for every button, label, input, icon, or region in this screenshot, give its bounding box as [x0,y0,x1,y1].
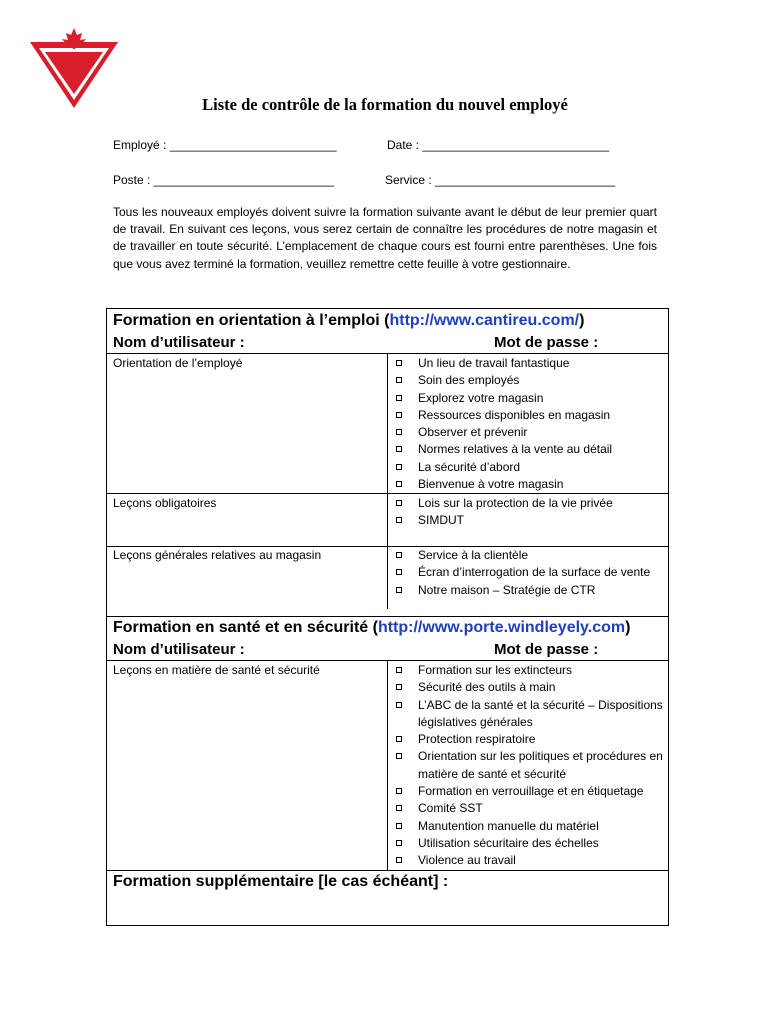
date-field[interactable]: Date : ____________________________ [387,138,610,152]
checkbox-icon[interactable] [396,587,402,593]
checklist-item[interactable]: La sécurité d’abord [393,459,668,476]
checklist-item[interactable]: SIMDUT [393,512,668,529]
checkbox-icon[interactable] [396,753,402,759]
section2-title: Formation en santé et en sécurité (http://www.porte.windleyely.com) [113,619,631,636]
checkbox-icon[interactable] [396,412,402,418]
checkbox-icon[interactable] [396,840,402,846]
category-label: Leçons obligatoires [113,496,217,510]
checkbox-icon[interactable] [396,360,402,366]
checklist-item[interactable]: Formation en verrouillage et en étiquetage [393,783,668,800]
section3-title: Formation supplémentaire [le cas échéant] : [113,873,449,890]
checkbox-icon[interactable] [396,552,402,558]
checkbox-icon[interactable] [396,429,402,435]
section1-title: Formation en orientation à l’emploi (http://www.cantireu.com/) [113,312,585,329]
checkbox-icon[interactable] [396,517,402,523]
checklist-item[interactable]: Ressources disponibles en magasin [393,407,668,424]
checkbox-icon[interactable] [396,377,402,383]
intro-paragraph: Tous les nouveaux employés doivent suivre la formation suivante avant le début de leur premier quart de travail. En suivant ces leçons, vous serez certain de connaître les procédures de notre magasin et de travailler en toute sécurité. L’emplacement de chaque cours est fourni entre parenthèses. Une fois que vous avez terminé la formation, veuillez remettre cette feuille à votre gestionnaire. [113,205,657,271]
checklist-item[interactable]: Service à la clientèle [393,547,668,564]
checklist-health-safety [393,662,680,870]
checklist-item[interactable]: Un lieu de travail fantastique [393,355,668,372]
checklist-item[interactable]: Notre maison – Stratégie de CTR [393,582,668,599]
checklist-item[interactable]: Écran d’interrogation de la surface de vente [393,564,668,581]
checkbox-icon[interactable] [396,481,402,487]
checklist-item[interactable]: Bienvenue à votre magasin [393,476,668,493]
checkbox-icon[interactable] [396,805,402,811]
section2-username-label: Nom d’utilisateur : [113,641,245,658]
checkbox-icon[interactable] [396,667,402,673]
checkbox-icon[interactable] [396,823,402,829]
checkbox-icon[interactable] [396,702,402,708]
checkbox-icon[interactable] [396,569,402,575]
checklist-item[interactable]: Comité SST [393,800,668,817]
checklist-item[interactable]: L’ABC de la santé et la sécurité – Dispositions législatives générales [393,697,668,732]
category-label: Orientation de l’employé [113,356,243,370]
section1-password-label: Mot de passe : [494,334,599,351]
section2-link[interactable]: http://www.porte.windleyely.com [377,619,626,636]
checklist-item[interactable]: Formation sur les extincteurs [393,662,668,679]
checklist-item[interactable]: Sécurité des outils à main [393,679,668,696]
training-table [106,308,669,926]
checkbox-icon[interactable] [396,395,402,401]
section2-password-label: Mot de passe : [494,641,599,658]
department-field[interactable]: Service : ___________________________ [385,173,616,187]
checkbox-icon[interactable] [396,736,402,742]
checklist-store [393,547,668,599]
checklist-item[interactable]: Observer et prévenir [393,424,668,441]
checklist-item[interactable]: Manutention manuelle du matériel [393,818,668,835]
checkbox-icon[interactable] [396,684,402,690]
section1-username-label: Nom d’utilisateur : [113,334,245,351]
employee-field[interactable]: Employé : _________________________ [113,138,337,152]
checklist-item[interactable]: Soin des employés [393,372,668,389]
checklist-item[interactable]: Explorez votre magasin [393,390,668,407]
checklist-item[interactable]: Orientation sur les politiques et procédures en matière de santé et sécurité [393,748,680,783]
checklist-item[interactable]: Protection respiratoire [393,731,668,748]
page-title: Liste de contrôle de la formation du nouvel employé [202,95,568,114]
checklist-item[interactable]: Lois sur la protection de la vie privée [393,495,668,512]
checklist-item[interactable]: Utilisation sécuritaire des échelles [393,835,668,852]
checkbox-icon[interactable] [396,464,402,470]
checkbox-icon[interactable] [396,500,402,506]
category-label: Leçons en matière de santé et sécurité [113,663,320,677]
position-field[interactable]: Poste : ___________________________ [113,173,334,187]
checklist-mandatory [393,495,668,530]
checklist-item[interactable]: Violence au travail [393,852,668,869]
checklist-item[interactable]: Normes relatives à la vente au détail [393,441,668,458]
checklist-orientation [393,355,668,493]
checkbox-icon[interactable] [396,446,402,452]
checkbox-icon[interactable] [396,857,402,863]
checkbox-icon[interactable] [396,788,402,794]
category-label: Leçons générales relatives au magasin [113,548,322,562]
section1-link[interactable]: http://www.cantireu.com/ [389,312,580,329]
